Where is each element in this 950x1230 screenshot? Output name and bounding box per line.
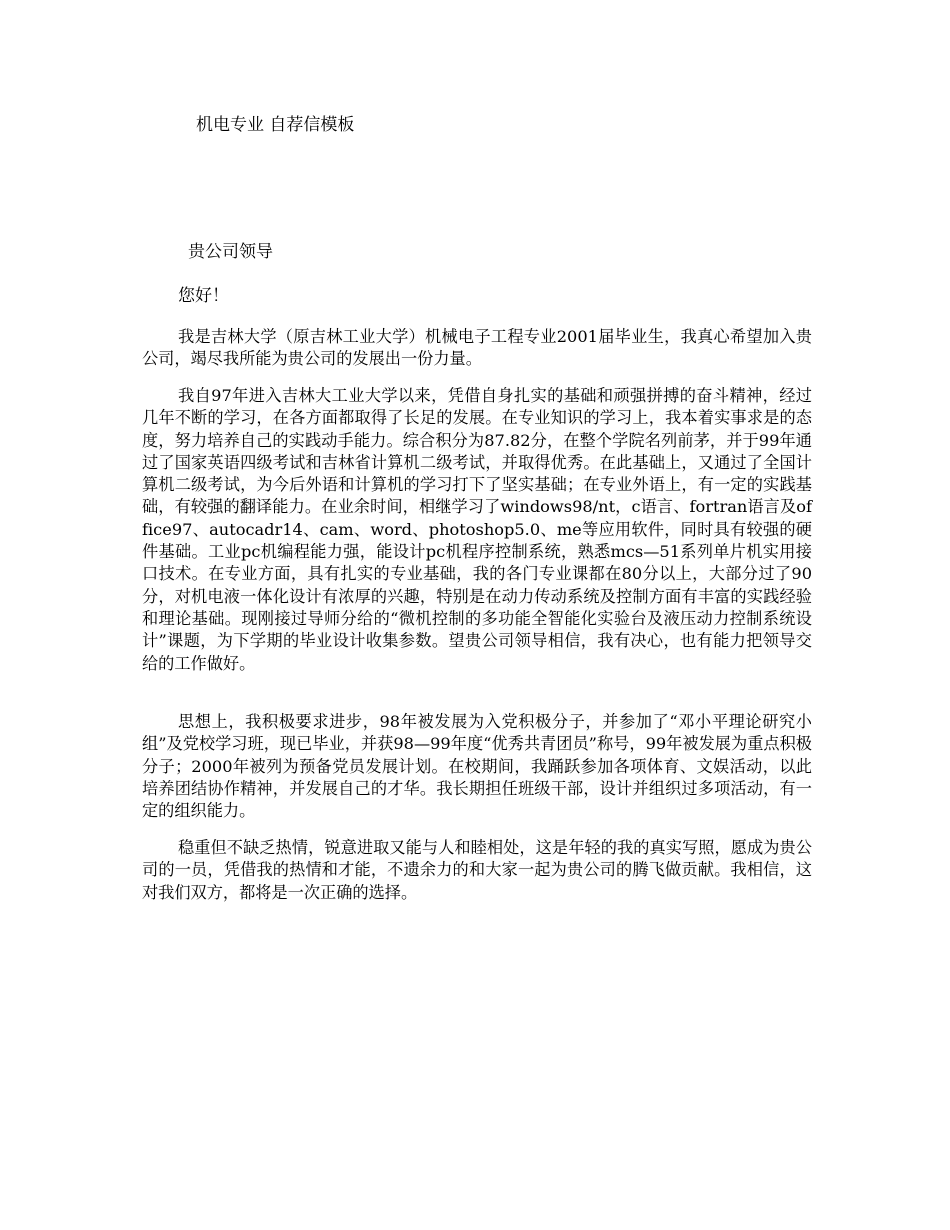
paragraph-introduction: 我是吉林大学（原吉林工业大学）机械电子工程专业2001届毕业生，我真心希望加入贵公司，竭尽我所能为贵公司的发展出一份力量。 (142, 327, 812, 369)
document-title: 机电专业 自荐信模板 (196, 115, 355, 135)
paragraph-academic-skills: 我自97年进入吉林大工业大学以来，凭借自身扎实的基础和顽强拼搏的奋斗精神，经过几年不断的学习，在各方面都取得了长足的发展。在专业知识的学习上，我本着实事求是的态度，努力培养自己的实践动手能力。综合积分为87.82分，在整个学院名列前茅，并于99年通过了国家英语四级考试和吉林省计算机二级考试，并取得优秀。在此基础上，又通过了全国计算机二级考试，为今后外语和计算机的学习打下了坚实基础；在专业外语上，有一定的实践基础，有较强的翻译能力。在业余时间，相继学习了windows98/nt，c语言、fortran语言及office97、autocadr14、cam、word、photoshop5.0、me等应用软件，同时具有较强的硬件基础。工业pc机编程能力强，能设计pc机程序控制系统，熟悉mcs—51系列单片机实用接口技术。在专业方面，具有扎实的专业基础，我的各门专业课都在80分以上，大部分过了90分，对机电液一体化设计有浓厚的兴趣，特别是在动力传动系统及控制方面有丰富的实践经验和理论基础。现刚接过导师分给的“微机控制的多功能全智能化实验台及液压动力控制系统设计”课题，为下学期的毕业设计收集参数。望贵公司领导相信，我有决心，也有能力把领导交给的工作做好。 (142, 386, 812, 673)
paragraph-closing: 稳重但不缺乏热情，锐意进取又能与人和睦相处，这是年轻的我的真实写照，愿成为贵公司的一员，凭借我的热情和才能，不遗余力的和大家一起为贵公司的腾飞做贡献。我相信，这对我们双方，都将是一次正确的选择。 (142, 838, 812, 902)
greeting: 您好！ (178, 286, 229, 306)
paragraph-political-activities: 思想上，我积极要求进步，98年被发展为入党积极分子，并参加了“邓小平理论研究小组”及党校学习班，现已毕业，并获98—99年度“优秀共青团员”称号，99年被发展为重点积极分子；2000年被列为预备党员发展计划。在校期间，我踊跃参加各项体育、文娱活动，以此培养团结协作精神，并发展自己的才华。我长期担任班级干部，设计并组织过多项活动，有一定的组织能力。 (142, 712, 812, 821)
salutation: 贵公司领导 (188, 242, 273, 262)
